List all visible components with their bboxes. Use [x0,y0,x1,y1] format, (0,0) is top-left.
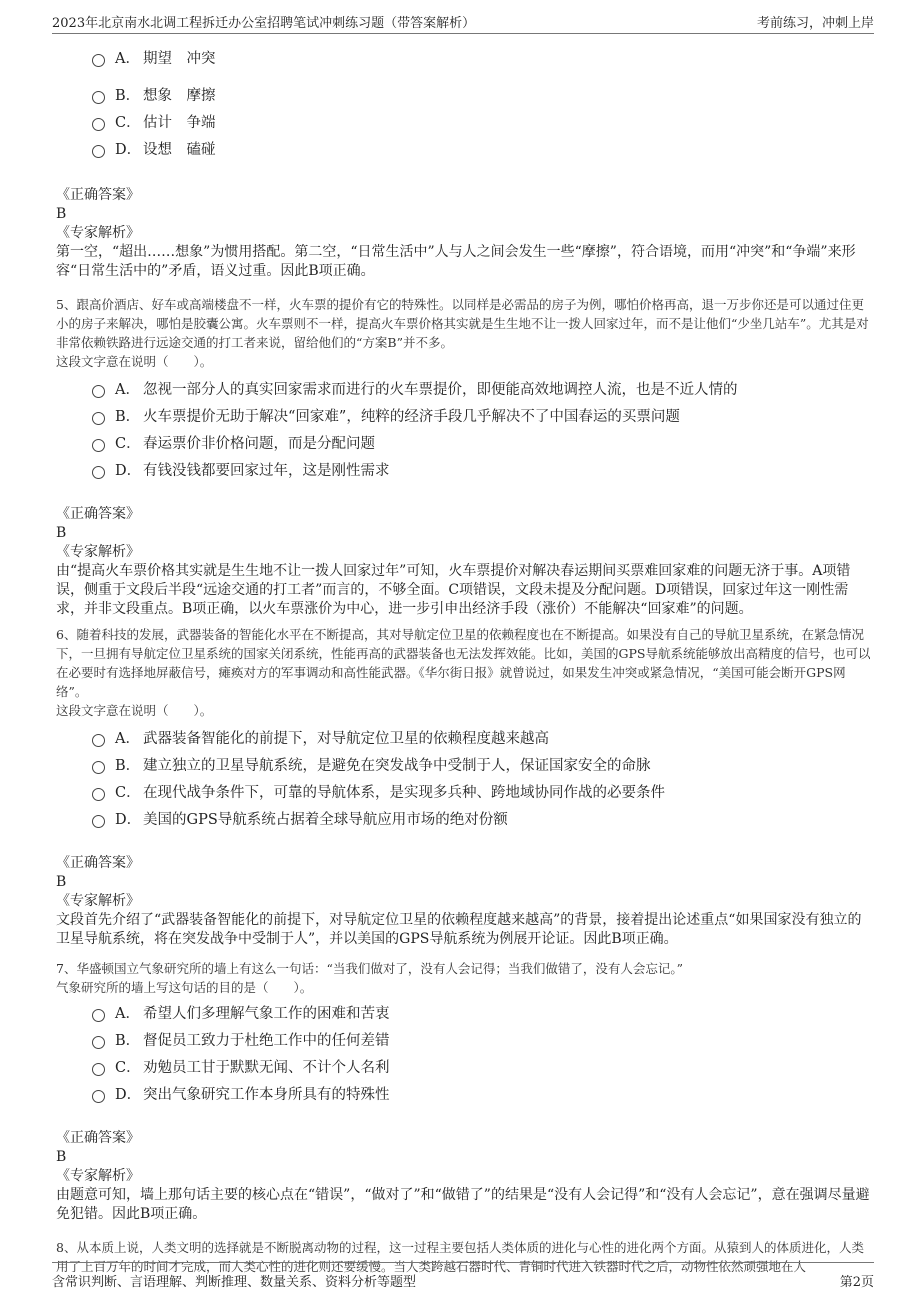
q6-question-prompt: 这段文字意在说明（ ）。 [56,703,213,718]
radio-button-icon[interactable] [92,815,105,828]
q5-answer-block [56,505,872,619]
q7-options [92,999,872,1107]
q6-option-d[interactable]: D． 美国的GPS导航系统占据着全球导航应用市场的绝对份额 [92,805,872,832]
q7-option-c[interactable]: C． 劝勉员工甘于默默无闻、不计个人名利 [92,1053,872,1080]
q6-options [92,724,872,832]
q4-options [92,44,872,162]
q5-question-prompt: 这段文字意在说明（ ）。 [56,354,213,369]
page-number: 第2页 [839,1275,874,1290]
analysis-label: 《专家解析》 [56,893,140,909]
q4-answer-block [56,186,872,281]
answer-value: B [56,1149,67,1165]
answer-label: 《正确答案》 [56,187,140,203]
answer-label: 《正确答案》 [56,855,140,871]
analysis-text: 由题意可知，墙上那句话主要的核心点在“错误”，“做对了”和“做错了”的结果是“没有人会记得”和“没有人会忘记”，意在强调尽量避免犯错。因此B项正确。 [56,1187,870,1222]
radio-button-icon[interactable] [92,1009,105,1022]
radio-button-icon[interactable] [92,385,105,398]
radio-button-icon[interactable] [92,118,105,131]
radio-button-icon[interactable] [92,1090,105,1103]
header-slogan: 考前练习，冲刺上岸 [756,16,874,31]
q5-option-c[interactable]: C． 春运票价非价格问题，而是分配问题 [92,429,872,456]
q6-question-text: 6、随着科技的发展，武器装备的智能化水平在不断提高，其对导航定位卫星的依赖程度也在不断提高。如果没有自己的导航卫星系统，在紧急情况下，一旦拥有导航定位卫星系统的国家关闭系统，性能再高的武器装备也无法发挥效能。比如，美国的GPS导航系统能够放出高精度的信号，也可以在必要时有选择地屏蔽信号，瘫痪对方的军事调动和高性能武器。《华尔街日报》就曾说过，如果发生冲突或紧急情况，“美国可能会断开GPS网络”。 [56,627,871,699]
page-footer [52,1262,874,1294]
analysis-text: 文段首先介绍了“武器装备智能化的前提下，对导航定位卫星的依赖程度越来越高”的背景，接着提出论述重点“如果国家没有独立的卫星导航系统，将在突发战争中受制于人”，并以美国的GPS导航系统为例展开论证。因此B项正确。 [56,912,862,947]
answer-value: B [56,874,67,890]
footer-description: 含常识判断、言语理解、判断推理、数量关系、资料分析等题型 [52,1275,417,1290]
radio-button-icon[interactable] [92,54,105,67]
q7-option-b[interactable]: B． 督促员工致力于杜绝工作中的任何差错 [92,1026,872,1053]
analysis-text: 第一空，“超出……想象”为惯用搭配。第二空，“日常生活中”人与人之间会发生一些“摩擦”，符合语境，而用“冲突”和“争端”来形容“日常生活中的”矛盾，语义过重。因此B项正确。 [56,244,856,279]
q4-option-b[interactable]: B． 想象 摩擦 [92,81,872,108]
analysis-label: 《专家解析》 [56,544,140,560]
q5-options [92,375,872,483]
q5-question-text: 5、跟高价酒店、好车或高端楼盘不一样，火车票的提价有它的特殊性。以同样是必需品的房子为例，哪怕价格再高，退一万步你还是可以通过住更小的房子来解决，哪怕是胶囊公寓。火车票则不一样，提高火车票价格其实就是生生地不让一拨人回家过年，而不是让他们“少坐几站车”。尤其是对非常依赖铁路进行远途交通的打工者来说，留给他们的“方案B”并不多。 [56,297,869,350]
answer-label: 《正确答案》 [56,506,140,522]
q4-option-d[interactable]: D． 设想 磕碰 [92,135,872,162]
analysis-label: 《专家解析》 [56,225,140,241]
answer-label: 《正确答案》 [56,1130,140,1146]
radio-button-icon[interactable] [92,761,105,774]
q7-option-d[interactable]: D． 突出气象研究工作本身所具有的特殊性 [92,1080,872,1107]
q5-option-b[interactable]: B． 火车票提价无助于解决“回家难”，纯粹的经济手段几乎解决不了中国春运的买票问题 [92,402,872,429]
q7-option-a[interactable]: A． 希望人们多理解气象工作的困难和苦衷 [92,999,872,1026]
radio-button-icon[interactable] [92,734,105,747]
radio-button-icon[interactable] [92,1036,105,1049]
radio-button-icon[interactable] [92,1063,105,1076]
q4-option-a[interactable]: A． 期望 冲突 [92,44,872,71]
q6-option-a[interactable]: A． 武器装备智能化的前提下，对导航定位卫星的依赖程度越来越高 [92,724,872,751]
q5-option-d[interactable]: D． 有钱没钱都要回家过年，这是刚性需求 [92,456,872,483]
q5-option-a[interactable]: A． 忽视一部分人的真实回家需求而进行的火车票提价，即便能高效地调控人流，也是不近人情的 [92,375,872,402]
answer-value: B [56,206,67,222]
q6-option-b[interactable]: B． 建立独立的卫星导航系统，是避免在突发战争中受制于人，保证国家安全的命脉 [92,751,872,778]
page-header [52,8,874,34]
radio-button-icon[interactable] [92,145,105,158]
radio-button-icon[interactable] [92,466,105,479]
q4-option-c[interactable]: C． 估计 争端 [92,108,872,135]
q7-answer-block [56,1129,872,1224]
q7-question-text: 7、华盛顿国立气象研究所的墙上有这么一句话：“当我们做对了，没有人会记得；当我们做错了，没有人会忘记。” [56,961,683,976]
page-content [56,44,872,1276]
q7-question-prompt: 气象研究所的墙上写这句话的目的是（ ）。 [56,980,313,995]
q8-question-text: 8、从本质上说，人类文明的选择就是不断脱离动物的过程，这一过程主要包括人类体质的进化与心性的进化两个方面。从猿到人的体质进化，人类用了上百万年的时间才完成，而人类心性的进化则还要缓慢。当人类跨越石器时代、青铜时代进入铁器时代之后，动物性依然顽强地在人 [56,1240,864,1274]
document-title: 2023年北京南水北调工程拆迁办公室招聘笔试冲刺练习题（带答案解析） [52,16,476,31]
answer-value: B [56,525,67,541]
analysis-text: 由“提高火车票价格其实就是生生地不让一拨人回家过年”可知，火车票提价对解决春运期间买票难回家难的问题无济于事。A项错误，侧重于文段后半段“远途交通的打工者”而言的，不够全面。C项错误，文段未提及分配问题。D项错误，回家过年这一刚性需求，并非文段重点。B项正确，以火车票涨价为中心，进一步引申出经济手段（涨价）不能解决“回家难”的问题。 [56,563,851,617]
radio-button-icon[interactable] [92,91,105,104]
q6-option-c[interactable]: C． 在现代战争条件下，可靠的导航体系，是实现多兵种、跨地域协同作战的必要条件 [92,778,872,805]
radio-button-icon[interactable] [92,439,105,452]
q6-answer-block [56,854,872,949]
radio-button-icon[interactable] [92,412,105,425]
radio-button-icon[interactable] [92,788,105,801]
analysis-label: 《专家解析》 [56,1168,140,1184]
